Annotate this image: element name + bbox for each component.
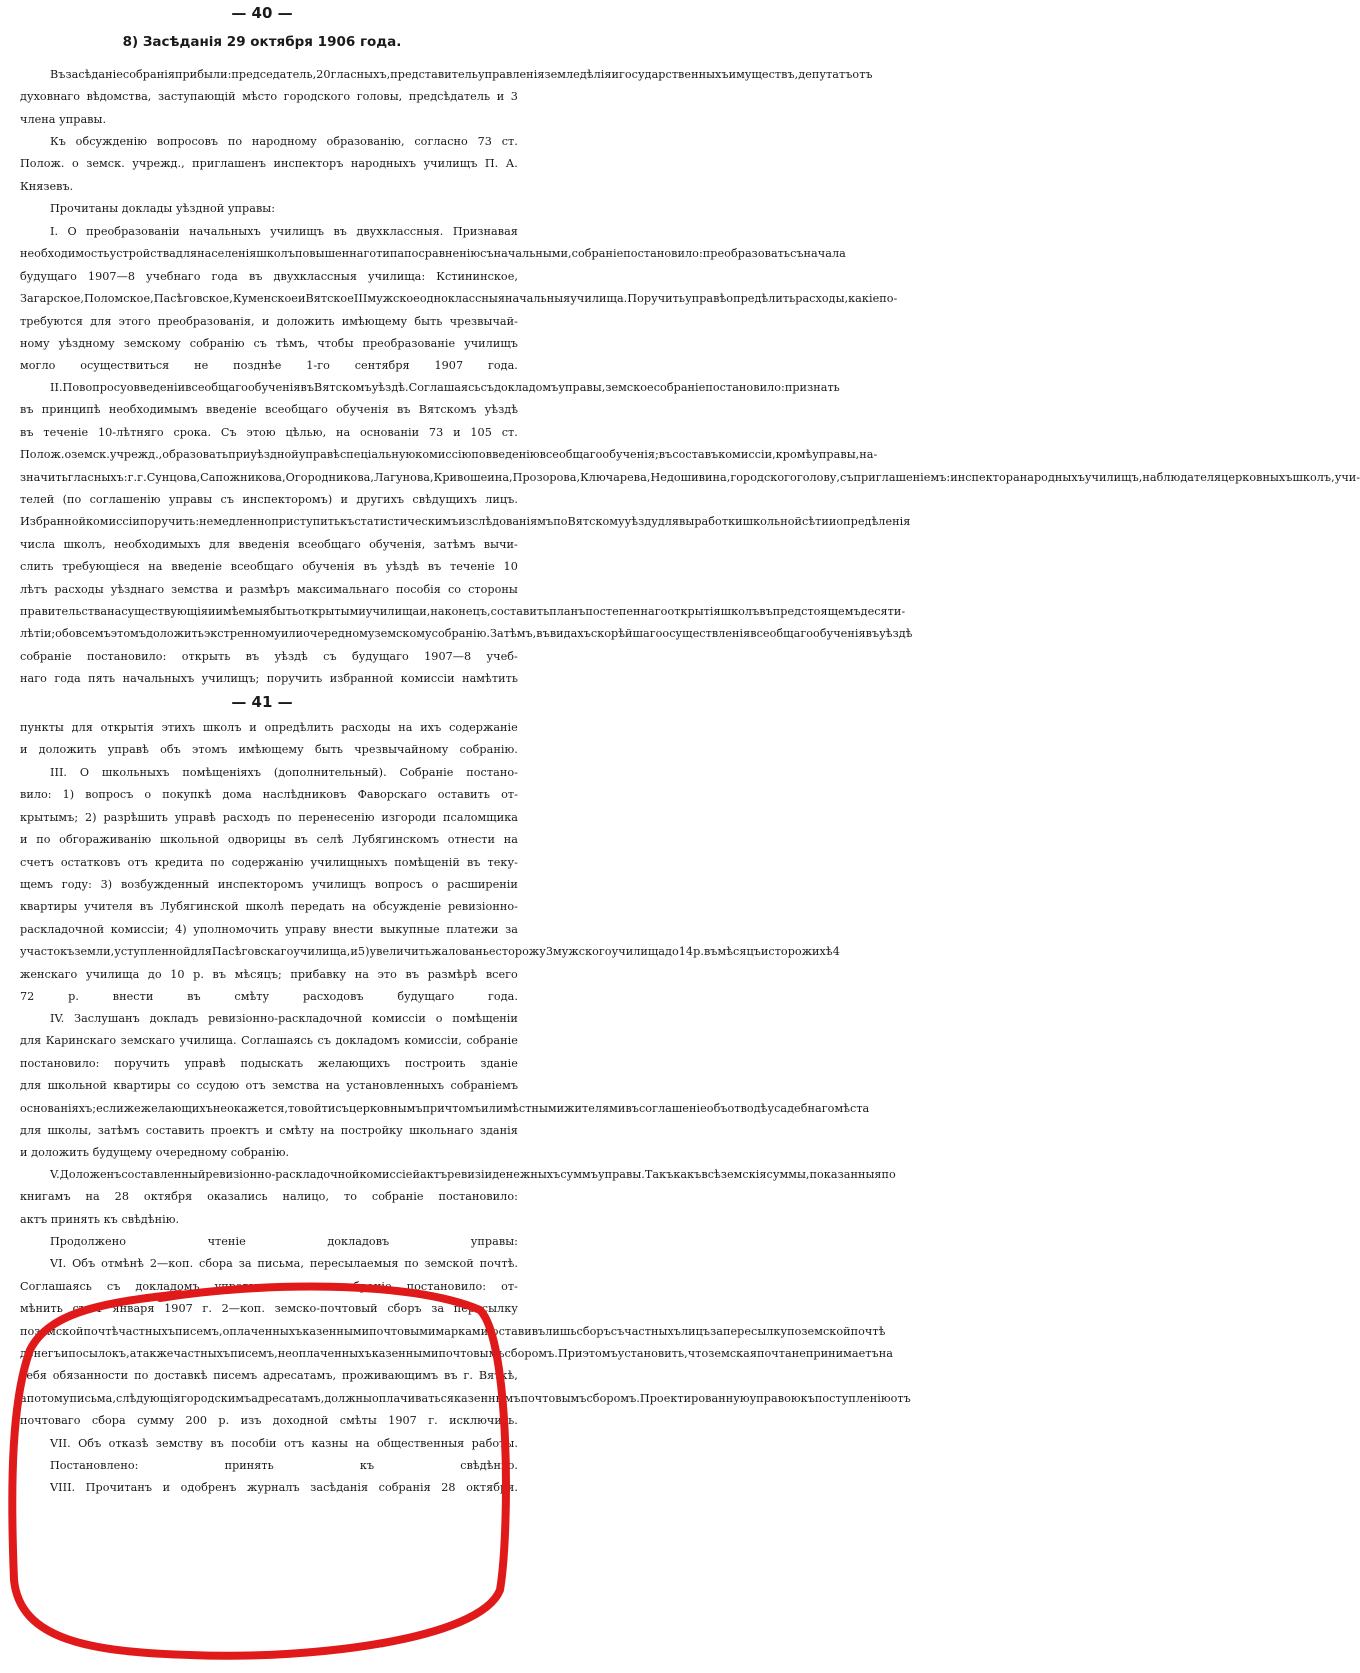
- text-line: требуются для этого преобразованія, и доложить имѣющему быть чрезвычай-: [20, 314, 518, 328]
- text-line: себя обязанности по доставкѣ писемъ адресатамъ, проживающимъ въ г. Вяткѣ,: [20, 1369, 518, 1383]
- text-line: для школы, затѣмъ составить проектъ и смѣту на постройку школьнаго зданія: [20, 1123, 518, 1137]
- text-line: духовнаго вѣдомства, заступающій мѣсто городского головы, предсѣдатель и 3: [20, 90, 518, 104]
- text-line: Соглашаясь съ докладомъ управы, земское собраніе постановило: от-: [20, 1279, 518, 1293]
- text-line: VI. Объ отмѣнѣ 2—коп. сбора за письма, пересылаемыя по земской почтѣ.: [50, 1257, 518, 1271]
- text-line: телей (по соглашенію управы съ инспекторомъ) и другихъ свѣдущихъ лицъ.: [20, 492, 518, 506]
- text-line: V. Доложенъ составленный ревизіонно-раскладочной комиссіей актъ ревизіи денежныхъ суммъ управы. Такъ какъ всѣ земскія суммы, показанныя по: [50, 1168, 896, 1181]
- text-line: постановило: поручить управѣ подыскать желающихъ построить зданіе: [20, 1056, 518, 1070]
- text-line: крытымъ; 2) разрѣшить управѣ расходъ по перенесенію изгороди псаломщика: [20, 810, 518, 824]
- text-line: книгамъ на 28 октября оказались налицо, то собраніе постановило:: [20, 1190, 518, 1204]
- item-5-paragraph: [20, 1164, 896, 1231]
- text-line: въ теченіе 10-лѣтняго срока. Съ этою цѣлью, на основаніи 73 и 105 ст.: [20, 425, 518, 439]
- text-line: значить гласныхъ: г.г. Сунцова, Сапожникова, Огородникова, Лагунова, Кривошеина, Прозорова, Ключарева, Недошивина, городского голову, съ приглашеніемъ: инспектора народныхъ училищъ, наблюдателя церковныхъ школъ, учи-: [20, 470, 1360, 484]
- text-line: актъ принять къ свѣдѣнію.: [20, 1212, 180, 1226]
- text-line: правительства на существующія и имѣемыя быть открытыми училища и, наконецъ, составить планъ постепеннаго открытія школъ въ предстоящемъ десяти-: [20, 604, 906, 618]
- text-line: почтоваго сбора сумму 200 р. изъ доходной смѣты 1907 г. исключить.: [20, 1414, 518, 1428]
- text-line: и доложить будущему очередному собранію.: [20, 1146, 290, 1160]
- text-line: I. О преобразованіи начальныхъ училищъ въ двухклассныя. Признавая: [50, 225, 518, 238]
- page-number-middle: — 41 —: [231, 693, 293, 711]
- text-line: наго года пять начальныхъ училищъ; поручить избранной комиссіи намѣтить: [20, 672, 518, 686]
- text-line: пункты для открытія этихъ школъ и опредѣлить расходы на ихъ содержаніе: [20, 721, 518, 734]
- text-line: счетъ остатковъ отъ кредита по содержанію училищныхъ помѣщеній въ теку-: [20, 855, 518, 869]
- text-line: члена управы.: [20, 112, 107, 126]
- text-line: Прочитаны доклады уѣздной управы:: [50, 202, 276, 215]
- text-line: Продолжено чтеніе докладовъ управы:: [50, 1235, 518, 1248]
- text-line: раскладочной комиссіи; 4) уполномочить управу внести выкупные платежи за: [20, 922, 518, 936]
- item-3-paragraph: [20, 762, 840, 1008]
- text-line: мѣнить съ 1 января 1907 г. 2—коп. земско-почтовый сборъ за пересылку: [20, 1302, 518, 1316]
- text-line: щемъ году: 3) возбужденный инспекторомъ училищъ вопросъ о расширеніи: [20, 877, 518, 891]
- text-line: для школьной квартиры со ссудою отъ земства на установленныхъ собраніемъ: [20, 1079, 518, 1093]
- text-line: Полож. о земск. учрежд., образовать при уѣздной управѣ спеціальную комиссію по введенію всеобщаго обученія; въ составъ комиссіи, кромѣ управы, на-: [20, 448, 878, 462]
- text-line: денегъ и посылокъ, а также частныхъ писемъ, не оплаченныхъ казенными почтовымъ сборомъ. При этомъ установить, что земская почта не принимаетъ на: [20, 1346, 893, 1360]
- text-line: VIII. Прочитанъ и одобренъ журналъ засѣданія собранія 28 октября.: [50, 1481, 518, 1495]
- text-line: лѣтіи; обо всемъ этомъ доложить экстренному или очередному земскому собранію. Затѣмъ, въ видахъ скорѣйшаго осуществленія всеобщаго обученія въ уѣздѣ: [20, 627, 913, 641]
- text-line: женскаго училища до 10 р. въ мѣсяцъ; прибавку на это въ размѣрѣ всего: [20, 967, 518, 981]
- item-4-paragraph: [20, 1008, 870, 1165]
- text-line: Къ обсужденію вопросовъ по народному образованію, согласно 73 ст.: [50, 135, 518, 148]
- text-line: 72 р. внести въ смѣту расходовъ будущаго года.: [20, 989, 518, 1003]
- text-line: въ принципѣ необходимымъ введеніе всеобщаго обученія въ Вятскомъ уѣздѣ: [20, 403, 518, 417]
- text-line: Полож. о земск. учрежд., приглашенъ инспекторъ народныхъ училищъ П. А.: [20, 157, 518, 171]
- text-line: лѣтъ расходы уѣзднаго земства и размѣръ максимальнаго пособія со стороны: [20, 582, 518, 596]
- text-line: II. По вопросу о введеніи всеобщаго обученія въ Вятскомъ уѣздѣ. Соглашаясь съ докладомъ управы, земское собраніе постановило: признать: [50, 381, 840, 394]
- session-title: 8) Засѣданія 29 октября 1906 года.: [122, 34, 402, 50]
- text-line: собраніе постановило: открыть въ уѣздѣ съ будущаго 1907—8 учеб-: [20, 649, 518, 663]
- text-line: а потому письма, слѣдующія городскимъ адресатамъ, должны оплачиваться казеннымъ почтовымъ сборомъ. Проектированную управою къ поступленію отъ: [20, 1391, 911, 1405]
- text-line: могло осуществиться не позднѣе 1-го сентября 1907 года.: [20, 359, 518, 373]
- text-line: числа школъ, необходимыхъ для введенія всеобщаго обученія, затѣмъ вычи-: [20, 537, 518, 551]
- text-line: вило: 1) вопросъ о покупкѣ дома наслѣдниковъ Фаворскаго оставить от-: [20, 788, 518, 802]
- reports-heading: [20, 198, 518, 220]
- text-line: Князевъ.: [20, 179, 74, 193]
- text-line: по земской почтѣ частныхъ писемъ, оплаченныхъ казенными почтовыми марками, оставивъ лишь сборъ съ частныхъ лицъ за пересылку по земской почтѣ: [20, 1324, 886, 1338]
- item-6-8-paragraphs: [20, 1231, 911, 1500]
- text-line: необходимость устройства для населенія школъ повышеннаго типа по сравненію съ начальными, собраніе постановило: преобразовать съ начала: [20, 247, 846, 261]
- text-line: Загарское, Поломское, Пасѣговское, Куменское и Вятское III мужское одноклассныя начальныя училища. Поручить управѣ опредѣлить расходы, какіе по-: [20, 292, 898, 306]
- text-line: для Каринскаго земскаго училища. Соглашаясь съ докладомъ комиссіи, собраніе: [20, 1034, 518, 1048]
- text-line: и доложить управѣ объ этомъ имѣющему быть чрезвычайному собранію.: [20, 743, 518, 757]
- item-1-paragraph: [20, 221, 898, 378]
- text-line: квартиры учителя въ Лубягинской школѣ передать на обсужденіе ревизіонно-: [20, 900, 518, 914]
- inspector-paragraph: [20, 131, 518, 198]
- page-number-top: — 40 —: [231, 4, 293, 22]
- text-line: будущаго 1907—8 учебнаго года въ двухклассныя училища: Кстининское,: [20, 269, 518, 283]
- item-2-continuation: [20, 717, 518, 762]
- text-line: IV. Заслушанъ докладъ ревизіонно-раскладочной комиссіи о помѣщеніи: [50, 1012, 518, 1025]
- text-line: ному уѣздному земскому собранію съ тѣмъ, чтобы преобразованіе училищъ: [20, 336, 518, 350]
- text-line: Избранной комиссіи поручить: немедленно приступить къ статистическимъ изслѣдованіямъ по Вятскому уѣзду для выработки школьной сѣти и опредѣленія: [20, 515, 911, 529]
- text-line: Постановлено: принять къ свѣдѣнію.: [50, 1458, 518, 1472]
- text-line: участокъ земли, уступленной для Пасѣговскаго училища, и 5) увеличить жалованье сторожу 3 мужского училища до 14 р. въ мѣсяцъ и сторожихѣ 4: [20, 945, 840, 959]
- item-2-paragraph: [20, 377, 1360, 690]
- text-line: VII. Объ отказѣ земству въ пособіи отъ казны на общественныя работы.: [50, 1436, 518, 1450]
- attendance-paragraph: [20, 64, 873, 131]
- text-line: основаніяхъ; если же желающихъ не окажется, то войти съ церковнымъ причтомъ или мѣстными жителями въ соглашеніе объ отводѣ усадебнаго мѣста: [20, 1101, 870, 1115]
- text-line: Въ засѣданіе собранія прибыли: председатель, 20 гласныхъ, представитель управленія земледѣлія и государственныхъ имуществъ, депутатъ отъ: [50, 68, 873, 81]
- text-line: и по обгораживанію школьной одворицы въ селѣ Лубягинскомъ отнести на: [20, 833, 518, 847]
- text-line: слить требующіеся на введеніе всеобщаго обученія въ уѣздѣ въ теченіе 10: [20, 560, 518, 574]
- text-line: III. О школьныхъ помѣщеніяхъ (дополнительный). Собраніе постано-: [50, 766, 518, 779]
